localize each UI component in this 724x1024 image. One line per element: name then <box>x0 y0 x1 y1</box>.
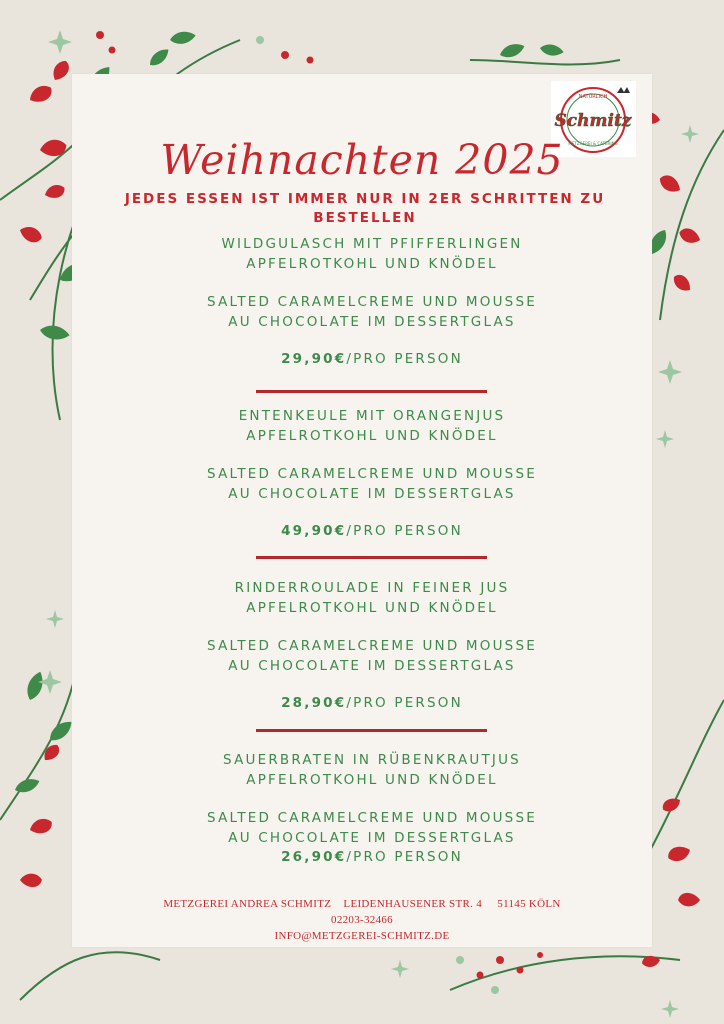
menu-1-dessert-line-2: AU CHOCOLATE IM DESSERTGLAS <box>228 314 516 330</box>
menu-4-main-line-1: SAUERBRATEN IN RÜBENKRAUTJUS <box>223 752 521 768</box>
menu-1-price: 29,90€ <box>281 351 347 367</box>
menu-3-price-unit: /PRO PERSON <box>346 695 463 711</box>
menu-2-price-unit: /PRO PERSON <box>346 523 463 539</box>
menu-4-dessert-line-2: AU CHOCOLATE IM DESSERTGLAS <box>228 830 516 846</box>
menu-4-price-row <box>100 849 644 865</box>
footer-email[interactable]: INFO@METZGEREI-SCHMITZ.DE <box>274 930 450 942</box>
menu-1-price-unit: /PRO PERSON <box>346 351 463 367</box>
logo-bottom-text: METZGEREI & CATERING <box>568 141 618 146</box>
logo-top-text: NATÜRLICH <box>578 94 608 100</box>
footer-phone[interactable]: 02203-32466 <box>331 914 393 926</box>
menu-divider-1 <box>256 390 487 393</box>
menu-3-price-row <box>100 695 644 711</box>
menu-4-price-unit: /PRO PERSON <box>346 849 463 865</box>
footer-address: METZGEREI ANDREA SCHMITZ LEIDENHAUSENER STR. 4 51145 KÖLN <box>163 898 561 910</box>
menu-2-price: 49,90€ <box>281 523 347 539</box>
menu-3-dessert-line-1: SALTED CARAMELCREME UND MOUSSE <box>207 638 537 654</box>
logo-brand: Schmitz <box>554 111 632 131</box>
menu-2-price-row <box>100 523 644 539</box>
menu-1-price-row <box>100 351 644 367</box>
menu-2-dessert-line-1: SALTED CARAMELCREME UND MOUSSE <box>207 466 537 482</box>
menu-3-dessert-line-2: AU CHOCOLATE IM DESSERTGLAS <box>228 658 516 674</box>
menu-1-dessert-line-1: SALTED CARAMELCREME UND MOUSSE <box>207 294 537 310</box>
menu-2-main-line-2: APFELROTKOHL UND KNÖDEL <box>246 428 498 444</box>
page-title: Weihnachten 2025 <box>160 136 564 184</box>
menu-4-dessert-line-1: SALTED CARAMELCREME UND MOUSSE <box>207 810 537 826</box>
menu-1-main-line-2: APFELROTKOHL UND KNÖDEL <box>246 256 498 272</box>
menu-divider-3 <box>256 729 487 732</box>
menu-1-main-line-1: WILDGULASCH MIT PFIFFERLINGEN <box>221 236 523 252</box>
menu-2-dessert-line-2: AU CHOCOLATE IM DESSERTGLAS <box>228 486 516 502</box>
menu-3-main-line-2: APFELROTKOHL UND KNÖDEL <box>246 600 498 616</box>
menu-divider-2 <box>256 556 487 559</box>
menu-2-main-line-1: ENTENKEULE MIT ORANGENJUS <box>238 408 506 424</box>
menu-3-price: 28,90€ <box>281 695 347 711</box>
menu-3-main-line-1: RINDERROULADE IN FEINER JUS <box>234 580 510 596</box>
order-note: JEDES ESSEN IST IMMER NUR IN 2ER SCHRITTEN ZU BESTELLEN <box>124 191 606 226</box>
crown-icon <box>617 87 630 93</box>
menu-4-price: 26,90€ <box>281 849 347 865</box>
menu-4-main-line-2: APFELROTKOHL UND KNÖDEL <box>246 772 498 788</box>
